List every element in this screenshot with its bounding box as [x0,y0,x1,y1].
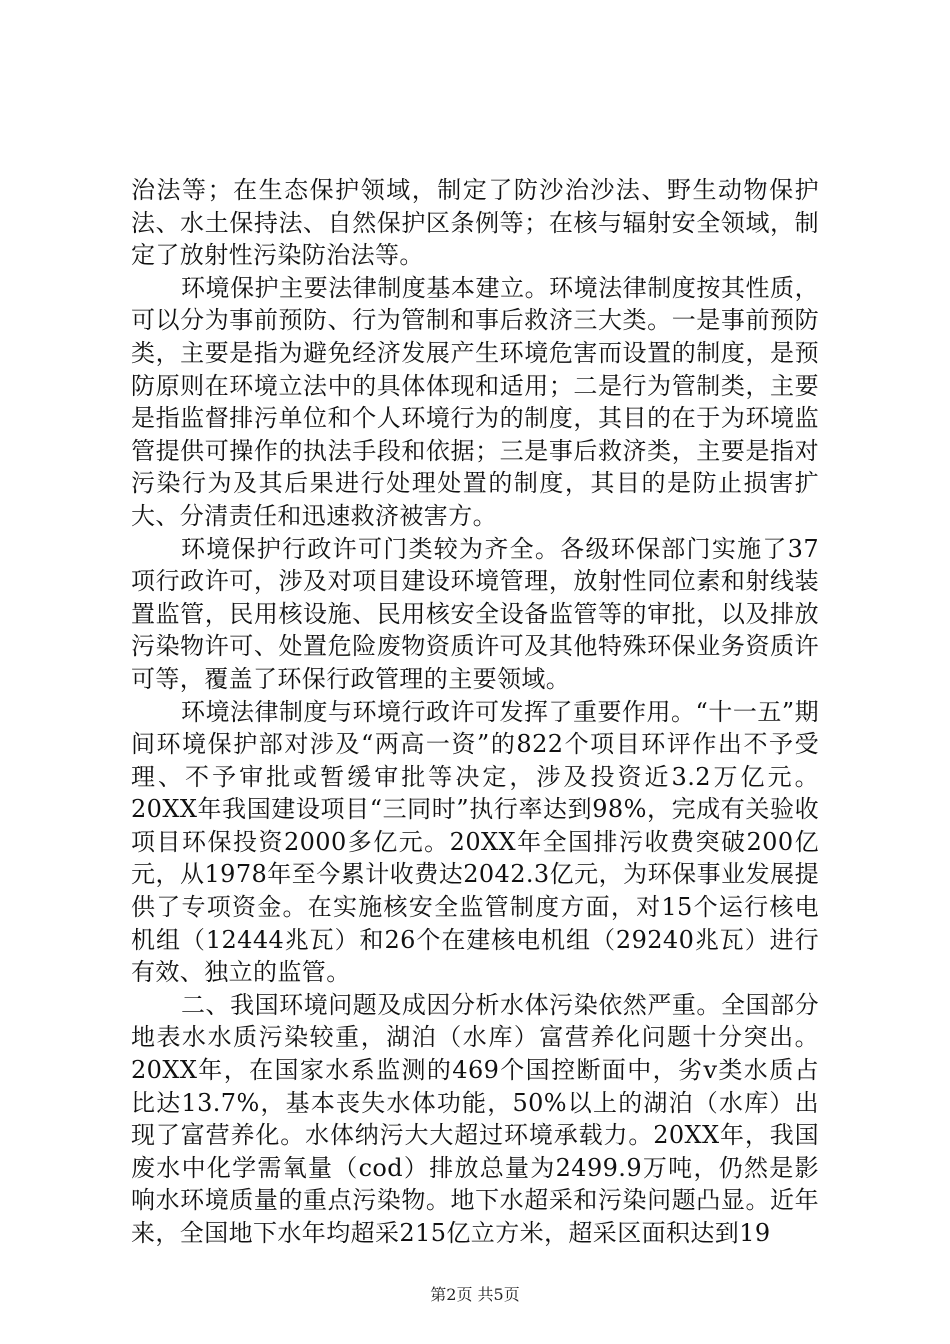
paragraph-administrative-license: 环境保护行政许可门类较为齐全。各级环保部门实施了37项行政许可，涉及对项目建设环境管理，放射性同位素和射线装置监管，民用核设施、民用核安全设备监管等的审批，以及排放污染物许可、处置危险废物资质许可及其他特殊环保业务资质许可等，覆盖了环保行政管理的主要领域。 [131,534,819,693]
page-footer [0,1285,950,1305]
paragraph-important-role: 环境法律制度与环境行政许可发挥了重要作用。“十一五”期间环境保护部对涉及“两高一资”的822个项目环评作出不予受理、不予审批或暂缓审批等决定，涉及投资近3.2万亿元。20XX年我国建设项目“三同时”执行率达到98%，完成有关验收项目环保投资2000多亿元。20XX年全国排污收费突破200亿元，从1978年至今累计收费达2042.3亿元，为环保事业发展提供了专项资金。在实施核安全监管制度方面，对15个运行核电机组（12444兆瓦）和26个在建核电机组（29240兆瓦）进行有效、独立的监管。 [131,697,819,987]
paragraph-continuation: 治法等；在生态保护领域，制定了防沙治沙法、野生动物保护法、水土保持法、自然保护区条例等；在核与辐射安全领域，制定了放射性污染防治法等。 [131,176,819,270]
paragraph-legal-system: 环境保护主要法律制度基本建立。环境法律制度按其性质，可以分为事前预防、行为管制和事后救济三大类。一是事前预防类，主要是指为避免经济发展产生环境危害而设置的制度，是预防原则在环境立法中的具体体现和适用；二是行为管制类，主要是指监督排污单位和个人环境行为的制度，其目的在于为环境监管提供可操作的执法手段和依据；三是事后救济类，主要是指对污染行为及其后果进行处理处置的制度，其目的是防止损害扩大、分清责任和迅速救济被害方。 [131,273,819,530]
paragraph-environmental-problems: 二、我国环境问题及成因分析水体污染依然严重。全国部分地表水水质污染较重，湖泊（水库）富营养化问题十分突出。20XX年，在国家水系监测的469个国控断面中，劣v类水质占比达13.7%，基本丧失水体功能，50%以上的湖泊（水库）出现了富营养化。水体纳污大大超过环境承载力。20XX年，我国废水中化学需氧量（cod）排放总量为2499.9万吨，仍然是影响水环境质量的重点污染物。地下水超采和污染问题凸显。近年来，全国地下水年均超采215亿立方米，超采区面积达到19 [131,990,819,1247]
page-number: 第2页 共5页 [430,1285,520,1304]
document-body [131,174,819,1250]
